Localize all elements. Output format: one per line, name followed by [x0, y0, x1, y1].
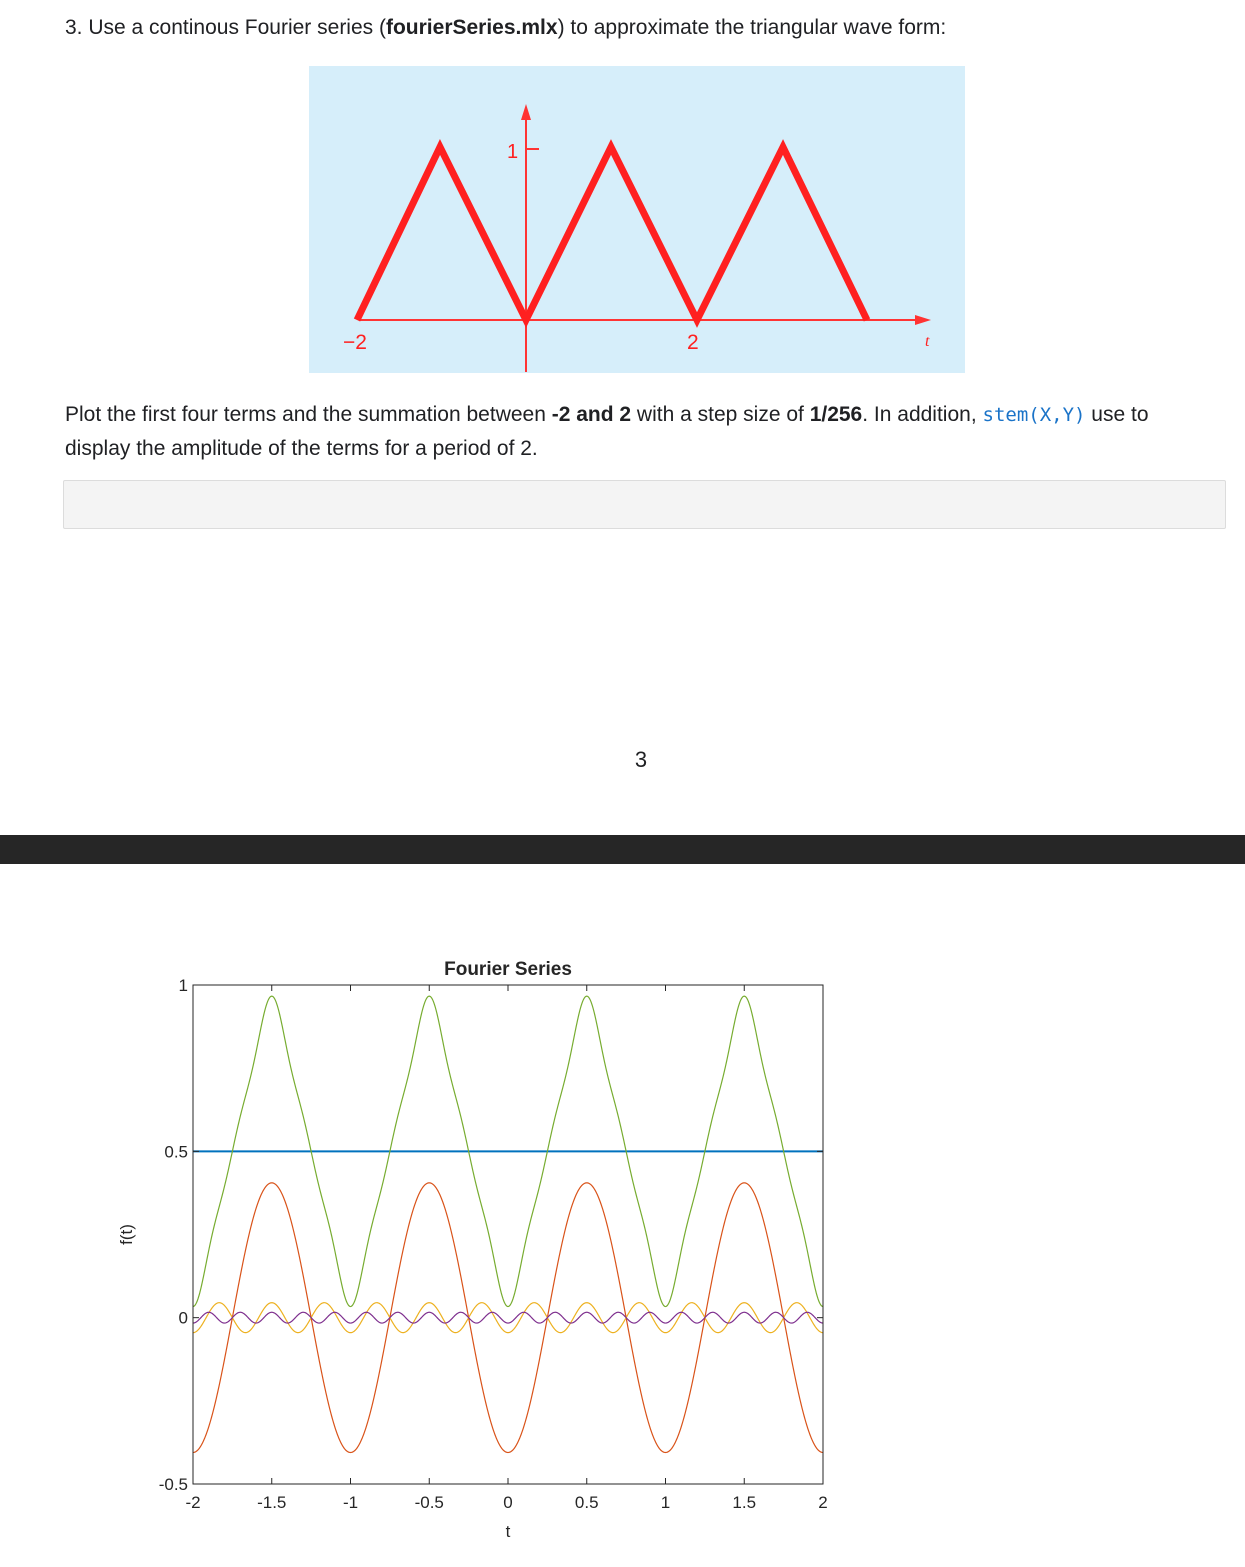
y-axis-label: f(t) — [117, 1224, 136, 1245]
separator-band — [0, 835, 1245, 864]
plot-frame — [193, 985, 823, 1484]
x-tick-label: -2 — [185, 1493, 201, 1512]
x-tick-label: -1 — [342, 1493, 359, 1512]
y-tick-label: -0.5 — [158, 1475, 188, 1494]
instructions — [65, 398, 1215, 466]
vertical-axis-arrow — [521, 104, 531, 120]
peak-label: 1 — [507, 141, 519, 163]
question-title — [65, 14, 1215, 42]
question-text-before: Use a continous Fourier series ( — [88, 16, 386, 39]
y-tick-label: 1 — [178, 976, 188, 995]
instructions-step: 1/256 — [809, 403, 863, 426]
fourier-series-chart — [100, 940, 860, 1560]
file-name: fourierSeries.mlx — [385, 16, 558, 39]
series-line-3 — [193, 1303, 823, 1333]
page-number: 3 — [634, 747, 648, 772]
chart-title: Fourier Series — [444, 959, 572, 980]
instructions-part-2: with a step size of — [631, 403, 810, 426]
instructions-part-4: use to display the amplitude of the terms for a period of 2. — [65, 403, 1149, 460]
x-label-right: 2 — [687, 331, 699, 354]
t-axis-label: t — [925, 333, 930, 350]
instructions-part-1: Plot the first four terms and the summation between — [65, 403, 552, 426]
x-tick-label: -1.5 — [257, 1493, 287, 1512]
x-axis-label: t — [505, 1522, 511, 1541]
stem-code: stem(X,Y) — [982, 404, 1086, 426]
question-text-after: ) to approximate the triangular wave form: — [557, 16, 947, 39]
answer-input[interactable] — [63, 480, 1226, 529]
x-tick-label: 0.5 — [574, 1493, 599, 1512]
x-tick-label: 0 — [503, 1493, 513, 1512]
x-tick-label: 2 — [818, 1493, 828, 1512]
triangle-wave — [357, 147, 867, 320]
triangle-wave-figure — [309, 66, 965, 373]
x-tick-label: -0.5 — [414, 1493, 444, 1512]
instructions-range: -2 and 2 — [551, 403, 632, 426]
instructions-part-3: . In addition, — [862, 403, 983, 426]
x-tick-label: 1 — [660, 1493, 671, 1512]
x-label-left: −2 — [343, 331, 367, 354]
x-tick-label: 1.5 — [732, 1493, 757, 1512]
t-axis-arrow — [915, 315, 931, 325]
y-tick-label: 0 — [178, 1308, 188, 1328]
series-line-2 — [193, 1183, 823, 1453]
question-number: 3. — [65, 16, 83, 39]
y-tick-label: 0.5 — [164, 1142, 188, 1162]
